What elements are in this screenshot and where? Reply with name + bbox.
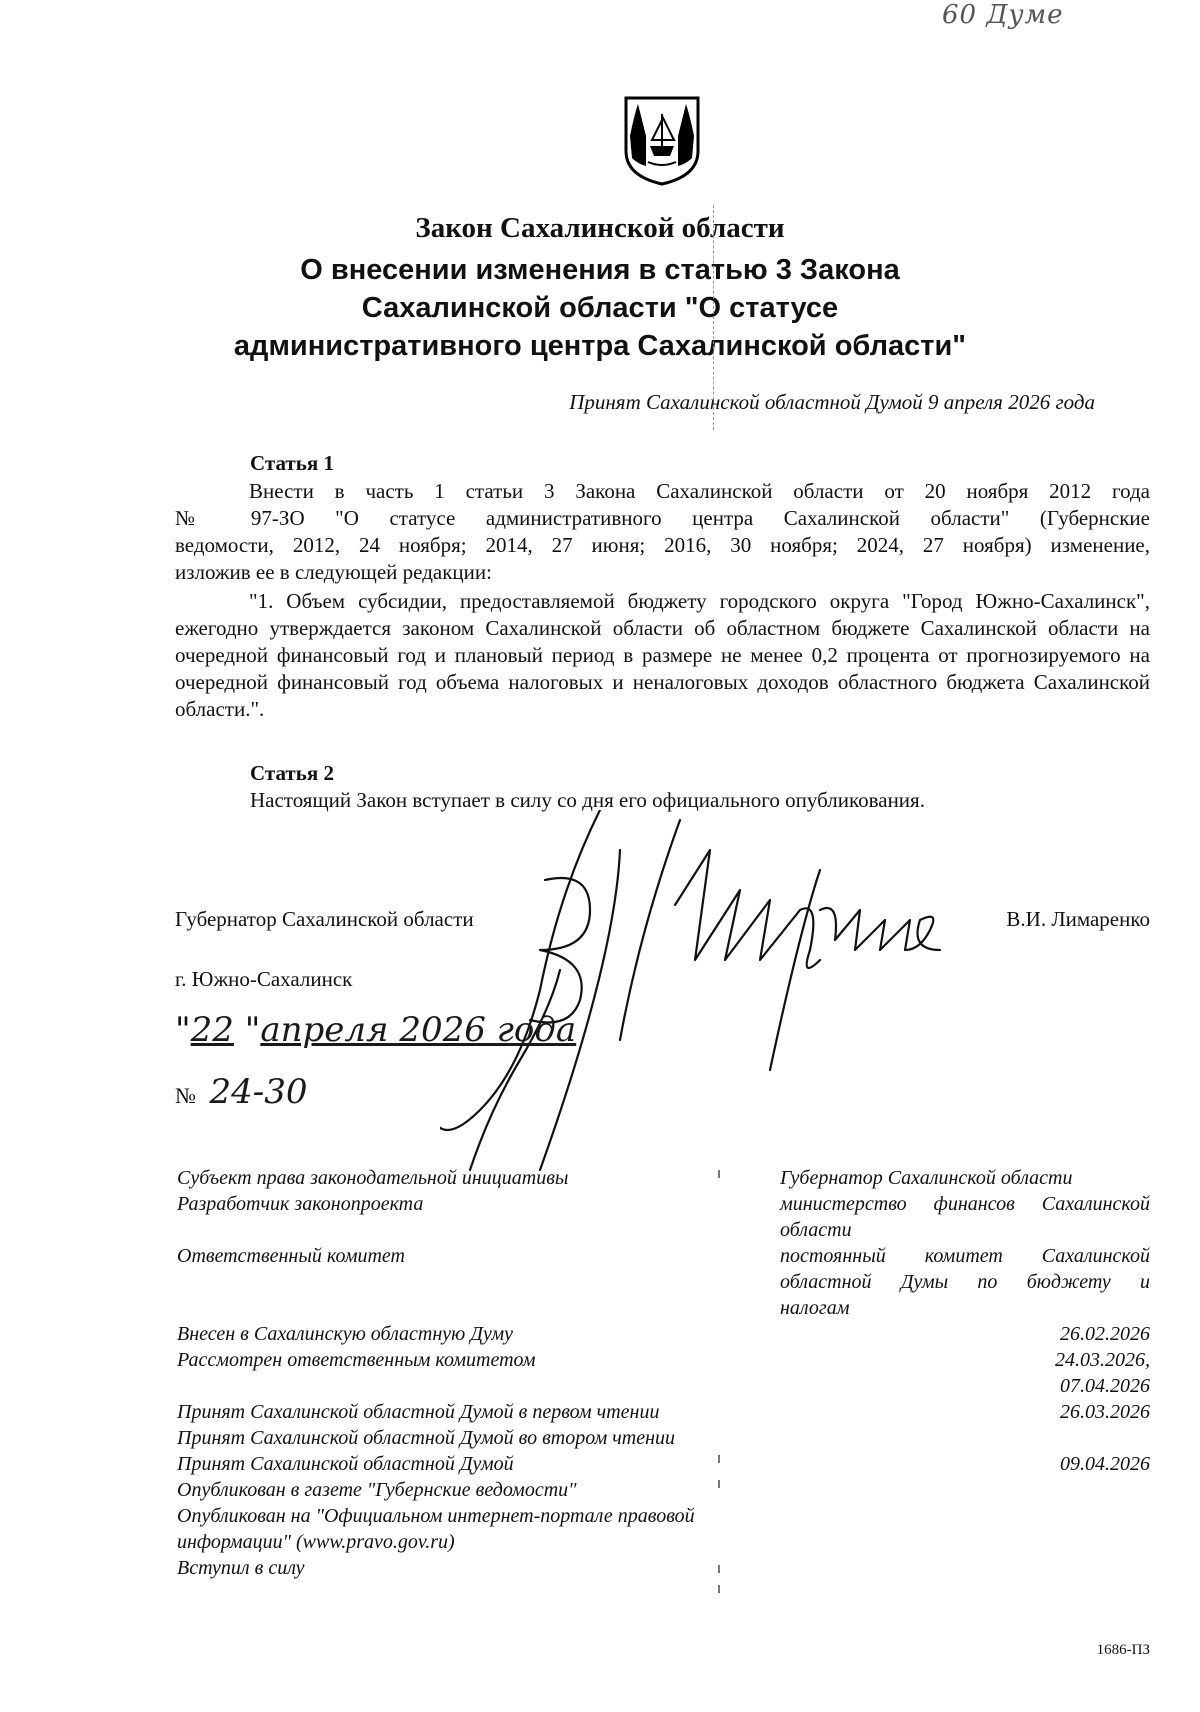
- meta-submitted-date: 26.02.2026: [1060, 1323, 1150, 1345]
- coat-of-arms-icon: [624, 96, 700, 186]
- meta-reviewed-date: [1055, 1347, 1150, 1399]
- article-1-paragraph-1: [175, 478, 1150, 586]
- column-separator: [718, 1170, 720, 1178]
- governor-position: Губернатор Сахалинской области: [175, 907, 474, 931]
- date-line: 07.04.2026: [1060, 1375, 1150, 1397]
- text-line: области: [780, 1219, 852, 1241]
- text-line: ведомости, 2012, 24 ноября; 2014, 27 июня; 2016, 30 ноября; 2024, 27 ноября) изменение,: [175, 533, 1150, 557]
- column-separator: [718, 1455, 720, 1463]
- signing-date: "22 "апреля 2026 года: [175, 1010, 577, 1050]
- text-line: Внести в часть 1 статьи 3 Закона Сахалинской области от 20 ноября 2012 года: [249, 479, 1150, 503]
- meta-in-force-label: Вступил в силу: [177, 1557, 305, 1579]
- article-2-heading: Статья 2: [250, 761, 334, 785]
- law-subtitle: [200, 251, 1000, 365]
- date-day: 22: [190, 1010, 234, 1050]
- text-line: изложив ее в следующей редакции:: [175, 560, 492, 584]
- meta-adopted-label: Принят Сахалинской областной Думой: [177, 1453, 514, 1475]
- meta-committee-value: [780, 1243, 1150, 1321]
- article-1-heading: Статья 1: [250, 451, 334, 475]
- column-separator: [718, 1480, 720, 1488]
- law-subtitle-line: административного центра Сахалинской области": [233, 330, 967, 362]
- article-2-text: Настоящий Закон вступает в силу со дня его официального опубликования.: [250, 788, 925, 812]
- text-line: налогам: [780, 1297, 850, 1319]
- law-title: Закон Сахалинской области: [415, 212, 785, 244]
- law-subtitle-line: Сахалинской области "О статусе: [361, 292, 839, 324]
- city: г. Южно-Сахалинск: [175, 967, 353, 991]
- meta-submitted-label: Внесен в Сахалинскую областную Думу: [177, 1323, 514, 1345]
- law-number: [175, 1072, 308, 1112]
- meta-developer-value: [780, 1191, 1150, 1243]
- date-month-year: апреля 2026 года: [260, 1010, 577, 1050]
- meta-initiative-value: Губернатор Сахалинской области: [780, 1167, 1073, 1189]
- text-line: областной Думы по бюджету и: [780, 1271, 1150, 1293]
- meta-reviewed-label: Рассмотрен ответственным комитетом: [177, 1349, 536, 1371]
- meta-second-reading-label: Принят Сахалинской областной Думой во втором чтении: [177, 1427, 676, 1449]
- number-value: 24-30: [209, 1072, 308, 1112]
- meta-first-reading-label: Принят Сахалинской областной Думой в первом чтении: [177, 1401, 660, 1423]
- text-line: информации" (www.pravo.gov.ru): [177, 1531, 455, 1553]
- text-line: постоянный комитет Сахалинской: [780, 1245, 1150, 1267]
- text-line: Опубликован на "Официальном интернет-портале правовой: [177, 1505, 695, 1527]
- meta-published-portal-label: [177, 1503, 777, 1555]
- number-prefix: №: [175, 1083, 196, 1108]
- text-line: № 97-ЗО "О статусе административного центра Сахалинской области" (Губернские: [175, 506, 1150, 530]
- meta-initiative-label: Субъект права законодательной инициативы: [177, 1167, 569, 1189]
- date-line: 24.03.2026,: [1055, 1349, 1150, 1371]
- meta-published-gazette-label: Опубликован в газете "Губернские ведомости": [177, 1479, 577, 1501]
- adoption-note: Принят Сахалинской областной Думой 9 апреля 2026 года: [569, 390, 1095, 414]
- meta-committee-label: Ответственный комитет: [177, 1245, 405, 1267]
- article-1-paragraph-2: "1. Объем субсидии, предоставляемой бюджету городского округа "Город Южно-Сахалинск", ежегодно утверждается законом Сахалинской области об областном бюджете Сахалинской области на очередной финансовый год и плановый период в размере не менее 0,2 процента от прогнозируемого на очередной финансовый год объема налоговых и неналоговых доходов областного бюджета Сахалинской области.".: [175, 589, 1150, 721]
- law-subtitle-line: О внесении изменения в статью 3 Закона: [300, 254, 900, 286]
- governor-name: В.И. Лимаренко: [1006, 907, 1150, 931]
- text-line: министерство финансов Сахалинской: [780, 1193, 1150, 1215]
- corner-handwritten-note: 60 Думе: [942, 0, 1064, 30]
- meta-first-reading-date: 26.03.2026: [1060, 1401, 1150, 1423]
- meta-adopted-date: 09.04.2026: [1060, 1453, 1150, 1475]
- meta-developer-label: Разработчик законопроекта: [177, 1193, 424, 1215]
- handwritten-signature: [440, 810, 1000, 1180]
- column-separator: [718, 1585, 720, 1593]
- registration-number: 1686-ПЗ: [1096, 1642, 1150, 1658]
- column-separator: [718, 1565, 720, 1573]
